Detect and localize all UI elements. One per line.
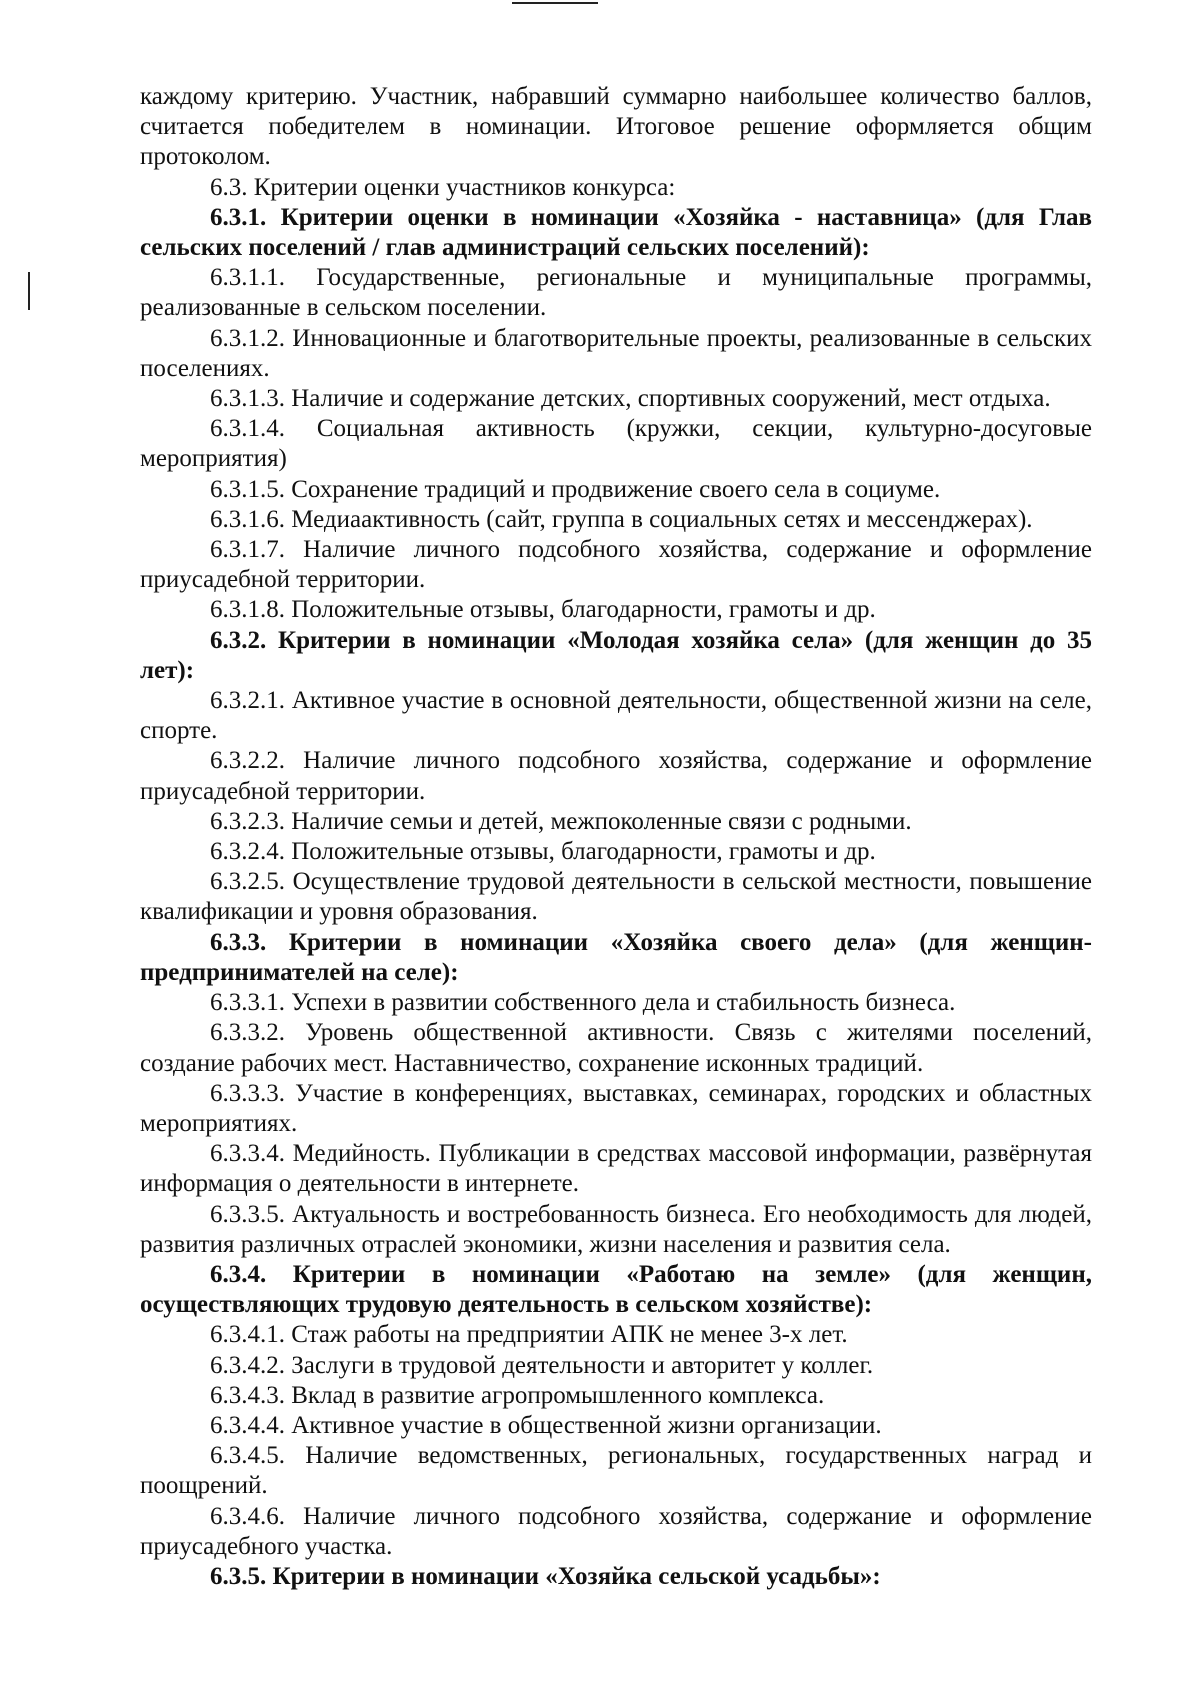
criterion-item: 6.3.1.6. Медиаактивность (сайт, группа в социальных сетях и мессенджерах). — [210, 505, 1033, 533]
criterion-item: 6.3.4.3. Вклад в развитие агропромышленного комплекса. — [210, 1381, 825, 1409]
criterion-item: 6.3.4.1. Стаж работы на предприятии АПК не менее 3-х лет. — [210, 1321, 848, 1349]
criterion-item: 6.3.1.5. Сохранение традиций и продвижение своего села в социуме. — [210, 475, 941, 503]
scan-left-bar — [28, 272, 30, 310]
criterion-item: 6.3.1.2. Инновационные и благотворительные проекты, реализованные в сельских поселениях. — [140, 324, 1092, 382]
criterion-item: 6.3.3.3. Участие в конференциях, выставках, семинарах, городских и областных мероприятиях. — [140, 1079, 1092, 1137]
document-body — [140, 82, 1092, 1592]
criterion-item: 6.3.1.1. Государственные, региональные и муниципальные программы, реализованные в сельском поселении. — [140, 264, 1092, 322]
criterion-item: 6.3.4.6. Наличие личного подсобного хозяйства, содержание и оформление приусадебного участка. — [140, 1502, 1092, 1560]
paragraph-intro: каждому критерию. Участник, набравший суммарно наибольшее количество баллов, считается победителем в номинации. Итоговое решение оформляется общим протоколом. — [140, 83, 1092, 171]
criterion-item: 6.3.3.1. Успехи в развитии собственного дела и стабильность бизнеса. — [210, 989, 956, 1017]
scan-top-line — [512, 2, 598, 4]
section-heading: 6.3.5. Критерии в номинации «Хозяйка сельской усадьбы»: — [210, 1562, 881, 1590]
criterion-item: 6.3.4.4. Активное участие в общественной жизни организации. — [210, 1411, 882, 1439]
criterion-item: 6.3.3.2. Уровень общественной активности. Связь с жителями поселений, создание рабочих мест. Наставничество, сохранение исконных традиций. — [140, 1019, 1092, 1077]
criterion-item: 6.3.3.5. Актуальность и востребованность бизнеса. Его необходимость для людей, развития различных отраслей экономики, жизни населения и развития села. — [140, 1200, 1092, 1258]
criterion-item: 6.3.4.5. Наличие ведомственных, региональных, государственных наград и поощрений. — [140, 1442, 1092, 1500]
criterion-item: 6.3.4.2. Заслуги в трудовой деятельности и авторитет у коллег. — [210, 1351, 874, 1379]
section-heading: 6.3.1. Критерии оценки в номинации «Хозяйка - наставница» (для Глав сельских поселений / глав администраций сельских поселений): — [140, 203, 1092, 262]
criterion-item: 6.3.1.4. Социальная активность (кружки, секции, культурно-досуговые мероприятия) — [140, 415, 1092, 473]
criterion-item: 6.3.3.4. Медийность. Публикации в средствах массовой информации, развёрнутая информация о деятельности в интернете. — [140, 1140, 1092, 1198]
criterion-item: 6.3.2.5. Осуществление трудовой деятельности в сельской местности, повышение квалификации и уровня образования. — [140, 868, 1092, 926]
section-heading: 6.3.2. Критерии в номинации «Молодая хозяйка села» (для женщин до 35 лет): — [140, 626, 1092, 684]
criterion-item: 6.3.1.3. Наличие и содержание детских, спортивных сооружений, мест отдыха. — [210, 385, 1051, 413]
criterion-item: 6.3.2.4. Положительные отзывы, благодарности, грамоты и др. — [210, 838, 876, 866]
paragraph: 6.3. Критерии оценки участников конкурса: — [210, 173, 676, 201]
criterion-item: 6.3.2.3. Наличие семьи и детей, межпоколенные связи с родными. — [210, 807, 912, 835]
section-heading: 6.3.3. Критерии в номинации «Хозяйка своего дела» (для женщин-предпринимателей на селе): — [140, 928, 1092, 986]
section-heading: 6.3.4. Критерии в номинации «Работаю на земле» (для женщин, осуществляющих трудовую деятельность в сельском хозяйстве): — [140, 1260, 1092, 1319]
criterion-item: 6.3.1.8. Положительные отзывы, благодарности, грамоты и др. — [210, 596, 876, 624]
criterion-item: 6.3.2.1. Активное участие в основной деятельности, общественной жизни на селе, спорте. — [140, 687, 1092, 745]
criterion-item: 6.3.2.2. Наличие личного подсобного хозяйства, содержание и оформление приусадебной территории. — [140, 747, 1092, 805]
criterion-item: 6.3.1.7. Наличие личного подсобного хозяйства, содержание и оформление приусадебной территории. — [140, 536, 1092, 594]
